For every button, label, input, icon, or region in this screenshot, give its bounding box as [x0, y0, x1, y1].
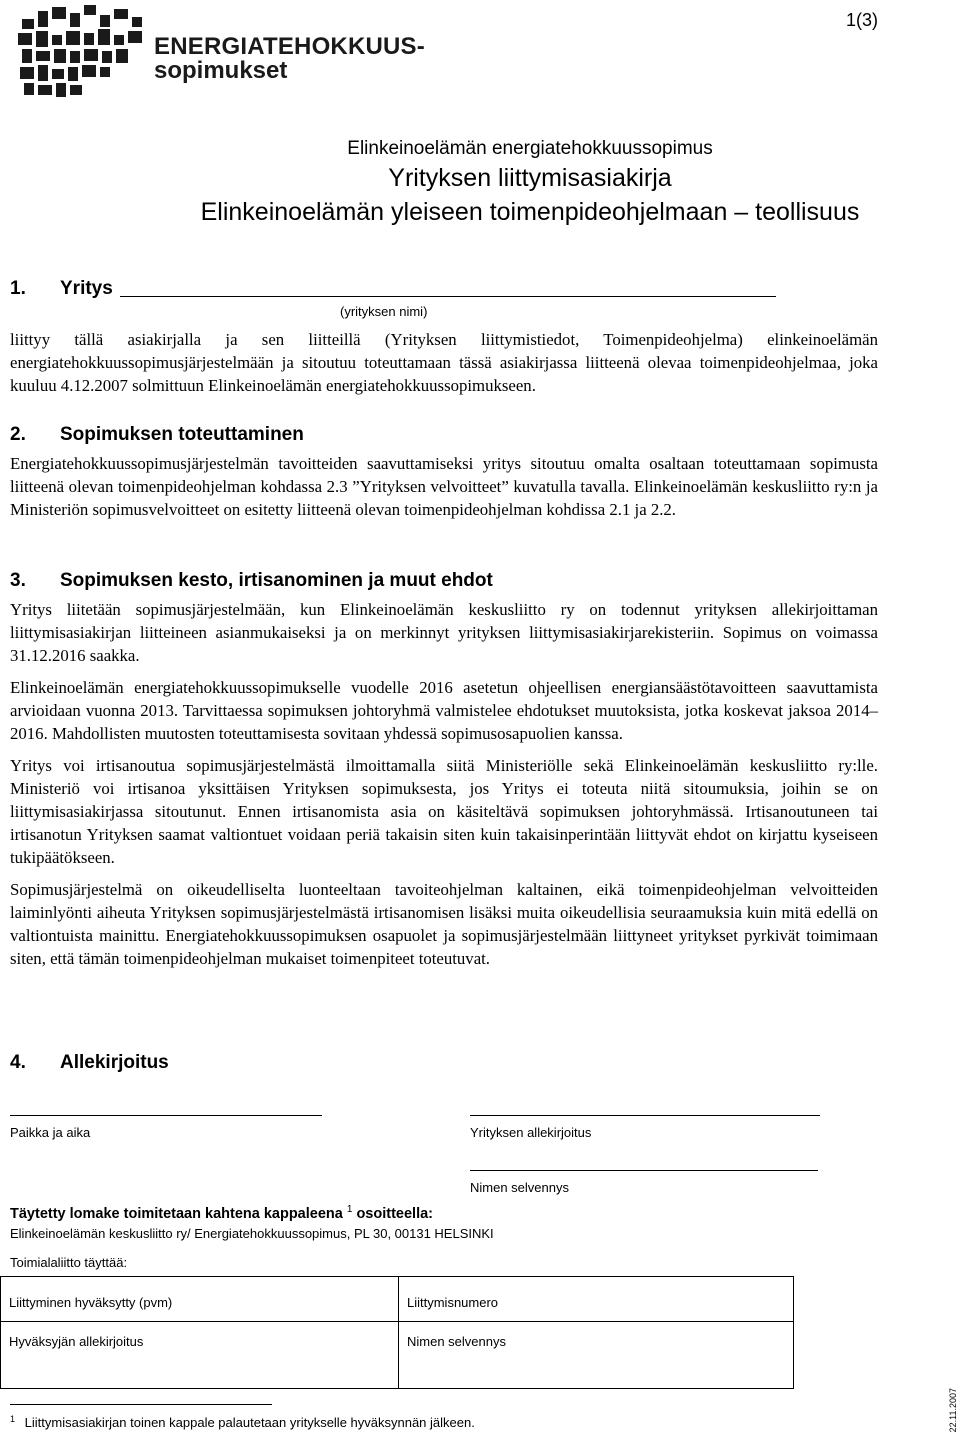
- section-4-title: Allekirjoitus: [60, 1052, 169, 1073]
- logo-line2: sopimukset: [154, 57, 288, 84]
- submission-heading-end: osoitteella:: [356, 1205, 433, 1222]
- section-1-body: [10, 328, 878, 397]
- company-name-line[interactable]: [120, 296, 776, 297]
- section-4-heading: [10, 1052, 878, 1074]
- approver-signature-cell[interactable]: [0, 1321, 399, 1389]
- section-3-paragraph: Yritys liitetään sopimusjärjestelmään, kun Elinkeinoelämän keskusliitto ry on todennut yrityksen allekirjoittaman liittymisasiakirjan liitteineen asianmukaiseksi ja on merkinnyt yrityksen liittymisasiakirjarekisteriin. Sopimus on voimassa 31.12.2016 saakka.: [10, 600, 878, 665]
- approval-date-label: Liittyminen hyväksytty (pvm): [9, 1295, 173, 1310]
- section-3-title: Sopimuksen kesto, irtisanominen ja muut ehdot: [60, 570, 493, 591]
- title-line3: Elinkeinoelämän yleiseen toimenpideohjelmaan – teollisuus: [200, 198, 860, 226]
- footnote: [10, 1414, 475, 1430]
- association-label: Toimialaliitto täyttää:: [10, 1255, 128, 1270]
- company-signature-line[interactable]: [470, 1115, 820, 1116]
- name-clarification-label: Nimen selvennys: [470, 1180, 569, 1195]
- approver-name-label: Nimen selvennys: [407, 1334, 506, 1349]
- submission-heading-text: Täytetty lomake toimitetaan kahtena kappaleena: [10, 1205, 343, 1222]
- approver-signature-label: Hyväksyjän allekirjoitus: [9, 1334, 144, 1349]
- submission-address: Elinkeinoelämän keskusliitto ry/ Energiatehokkuussopimus, PL 30, 00131 HELSINKI: [10, 1226, 494, 1241]
- section-3-number: 3.: [10, 570, 26, 591]
- footnote-text: Liittymisasiakirjan toinen kappale palautetaan yritykselle hyväksynnän jälkeen.: [24, 1415, 475, 1431]
- company-name-caption: (yrityksen nimi): [340, 304, 428, 319]
- section-2-title: Sopimuksen toteuttaminen: [60, 424, 304, 445]
- section-2: [10, 424, 878, 521]
- title-line2: Yrityksen liittymisasiakirja: [388, 164, 672, 192]
- company-signature-label: Yrityksen allekirjoitus: [470, 1125, 592, 1140]
- logo-mark-icon: [18, 5, 158, 100]
- section-2-text: Energiatehokkuussopimusjärjestelmän tavoitteiden saavuttamiseksi yritys sitoutuu omalta osaltaan toteuttamaan sopimusta liitteenä olevan toimenpideohjelman kohdassa 2.3 ”Yrityksen velvoitteet” kuvatulla tavalla. Elinkeinoelämän keskusliitto ry:n ja Ministeriön sopimusvelvoitteet on esitetty liitteenä olevan toimenpideohjelman kohdissa 2.1 ja 2.2.: [10, 454, 878, 519]
- logo: [18, 5, 425, 100]
- name-clarification-line[interactable]: [470, 1170, 818, 1171]
- section-3-heading: [10, 570, 878, 592]
- section-4: [10, 1052, 878, 1074]
- approver-name-cell[interactable]: [398, 1321, 794, 1389]
- logo-line1: ENERGIATEHOKKUUS-: [154, 33, 425, 60]
- section-2-heading: [10, 424, 878, 446]
- title-line1: Elinkeinoelämän energiatehokkuussopimus: [347, 138, 713, 159]
- page-number: 1(3): [845, 10, 878, 30]
- section-3-paragraph: Sopimusjärjestelmä on oikeudelliselta luonteeltaan tavoiteohjelman kaltainen, eikä toimenpideohjelman velvoitteiden laiminlyönti aiheuta Yrityksen sopimusjärjestelmästä irtisanomisen lisäksi muita oikeudellisia seuraamuksia kuin mitä edellä on valtiontuista mainittu. Energiatehokkuussopimuksen osapuolet ja sopimusjärjestelmään liittyneet yritykset pyrkivät toimimaan siten, että tämän toimenpideohjelman mukaiset toimenpiteet toteutuvat.: [10, 880, 878, 968]
- section-1-number: 1.: [10, 278, 26, 299]
- footnote-mark: 1: [10, 1414, 16, 1424]
- submission-heading: [10, 1204, 433, 1222]
- section-3: [10, 570, 878, 970]
- section-3-paragraph: Elinkeinoelämän energiatehokkuussopimukselle vuodelle 2016 asetetun ohjeellisen energiansäästötavoitteen saavuttamista arvioidaan vuonna 2013. Tarvittaessa sopimuksen johtoryhmä valmistelee ehdotukset muutoksista, jotka koskevat jaksoa 2014–2016. Mahdollisten muutosten toteuttamisesta sovitaan yhdessä sopimusosapuolien kanssa.: [10, 678, 878, 743]
- section-2-number: 2.: [10, 424, 26, 445]
- place-date-line[interactable]: [10, 1115, 322, 1116]
- place-date-label: Paikka ja aika: [10, 1125, 91, 1140]
- membership-number-cell[interactable]: [398, 1276, 794, 1322]
- side-date: 22.11.2007: [948, 1388, 958, 1433]
- membership-number-label: Liittymisnumero: [407, 1295, 499, 1310]
- document-titles: [0, 137, 960, 229]
- footnote-reference: 1: [346, 1204, 353, 1215]
- approval-date-cell[interactable]: [0, 1276, 399, 1322]
- section-3-paragraph: Yritys voi irtisanoutua sopimusjärjestelmästä ilmoittamalla siitä Ministeriölle sekä Elinkeinoelämän keskusliitto ry:lle. Ministeriö voi irtisanoa yksittäisen Yrityksen sopimuksesta, jos Yritys ei toteuta niitä sitoumuksia, joihin se on liittymisasiakirjassa sitoutunut. Ennen irtisanomista asia on käsiteltävä sopimuksen johtoryhmässä. Irtisanoutuneen tai irtisanotun Yrityksen saamat valtiontuet voidaan periä takaisin siten kuin takaisinperintään liittyvät ehdot on kirjattu kyseiseen tukipäätökseen.: [10, 756, 878, 867]
- section-1-title: Yritys: [60, 278, 113, 299]
- section-4-number: 4.: [10, 1052, 26, 1073]
- section-1-text: liittyy tällä asiakirjalla ja sen liitteillä (Yrityksen liittymistiedot, Toimenpideohjelma) elinkeinoelämän energiatehokkuussopimusjärjestelmään ja sitoutuu toteuttamaan tässä asiakirjassa liitteenä olevaa toimenpideohjelmaa, joka kuuluu 4.12.2007 solmittuun Elinkeinoelämän energiatehokkuussopimukseen.: [10, 330, 878, 395]
- footnote-divider: [10, 1404, 272, 1405]
